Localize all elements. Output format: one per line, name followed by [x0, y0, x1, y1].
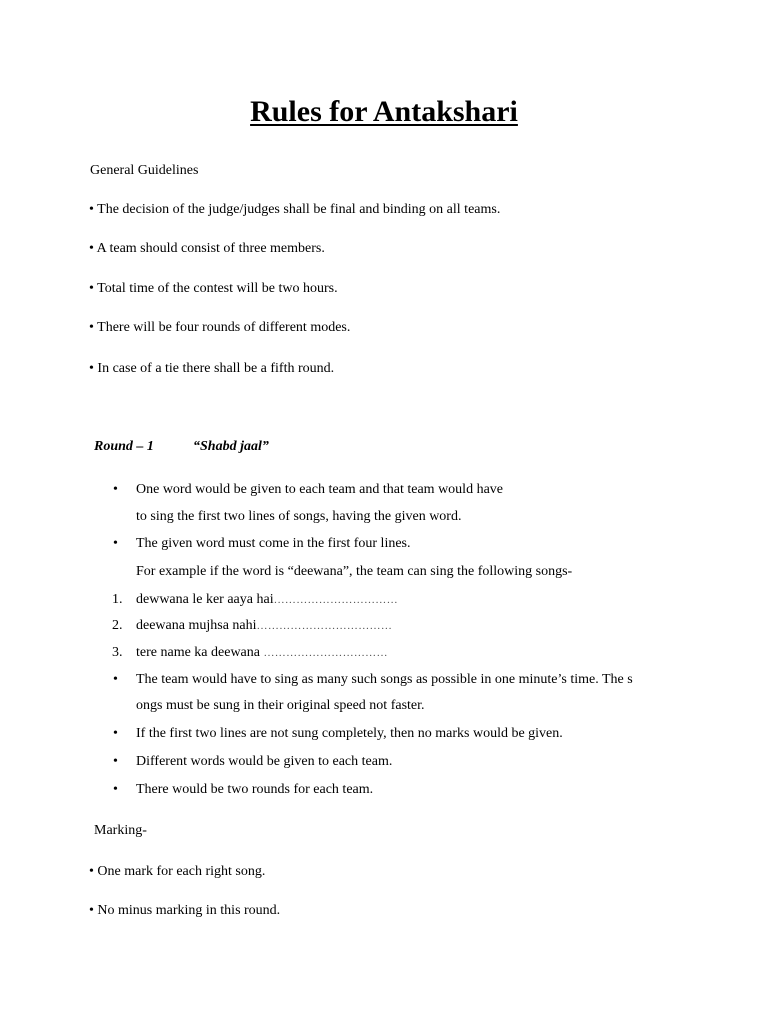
round-1-label: Round – 1 [94, 439, 154, 454]
round-1-intro-line-3: The given word must come in the first four lines. [136, 536, 411, 551]
round-1-rule-d: There would be two rounds for each team. [136, 782, 374, 797]
example-song-3 [136, 645, 388, 661]
example-song-2 [136, 618, 392, 634]
round-1-rule-c: Different words would be given to each team. [136, 754, 393, 769]
marking-item-2: • No minus marking in this round. [89, 903, 281, 918]
bullet-icon: • [113, 726, 118, 741]
general-item-4: • There will be four rounds of different modes. [89, 320, 351, 335]
example-number-1: 1. [112, 592, 123, 607]
general-item-1: • The decision of the judge/judges shall be final and binding on all teams. [89, 202, 501, 217]
round-1-intro-line-2: to sing the first two lines of songs, having the given word. [136, 509, 462, 524]
round-1-name: “Shabd jaal” [193, 439, 269, 454]
marking-item-1: • One mark for each right song. [89, 864, 266, 879]
example-song-1-dots: …………………………… [273, 594, 398, 606]
round-1-intro-line-1: One word would be given to each team and that team would have [136, 482, 503, 497]
page-title-text: Rules for Antakshari [250, 95, 518, 128]
round-1-rule-b: If the first two lines are not sung completely, then no marks would be given. [136, 726, 563, 741]
example-song-1 [136, 592, 398, 608]
example-song-2-dots: ……………………………… [256, 620, 393, 632]
page-title [0, 94, 768, 130]
general-item-2: • A team should consist of three members. [89, 241, 325, 256]
example-song-3-dots: …………………………… [263, 647, 388, 659]
general-guidelines-heading: General Guidelines [90, 163, 199, 178]
example-number-2: 2. [112, 618, 123, 633]
round-1-intro-line-4: For example if the word is “deewana”, the team can sing the following songs- [136, 564, 573, 579]
round-1-rule-a-line-2: ongs must be sung in their original speed not faster. [136, 698, 425, 713]
round-1-rule-a-line-1: The team would have to sing as many such songs as possible in one minute’s time. The s [136, 672, 633, 687]
bullet-icon: • [113, 782, 118, 797]
example-song-3-text: tere name ka deewana [136, 645, 264, 660]
bullet-icon: • [113, 754, 118, 769]
bullet-icon: • [113, 536, 118, 551]
general-item-5: • In case of a tie there shall be a fifth round. [89, 361, 335, 376]
example-song-1-text: dewwana le ker aaya hai [136, 592, 274, 607]
example-number-3: 3. [112, 645, 123, 660]
example-song-2-text: deewana mujhsa nahi [136, 618, 257, 633]
bullet-icon: • [113, 672, 118, 687]
general-item-3: • Total time of the contest will be two hours. [89, 281, 338, 296]
bullet-icon: • [113, 482, 118, 497]
marking-heading: Marking- [94, 823, 147, 838]
